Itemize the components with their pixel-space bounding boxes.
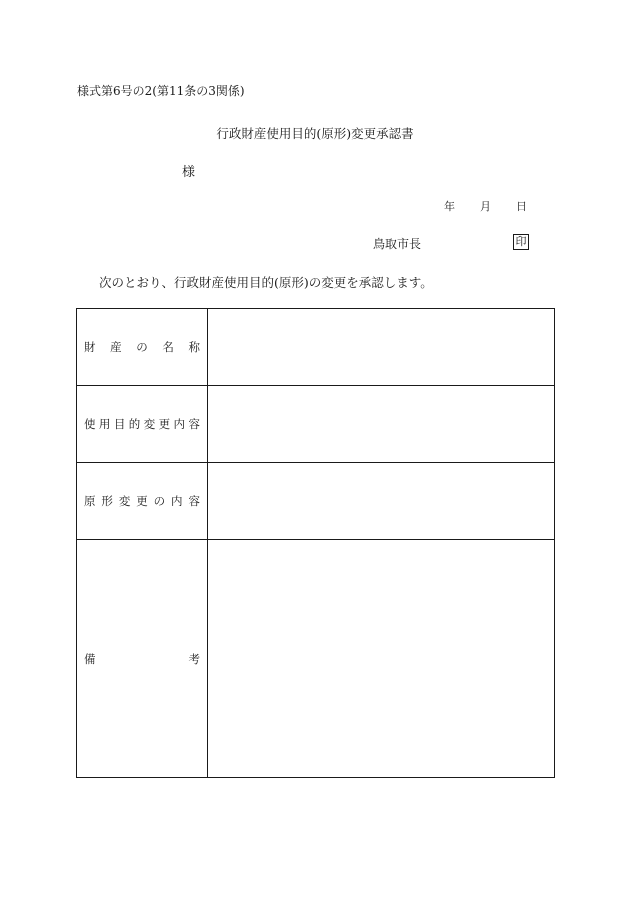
date-day-label: 日 [516, 200, 527, 213]
label-form-change [77, 463, 208, 540]
recipient-suffix: 様 [182, 165, 196, 180]
body-text: 次のとおり、行政財産使用目的(原形)の変更を承認します。 [99, 275, 433, 290]
label-chars: 原 形 変 更 の 内 容 [84, 494, 200, 508]
form-table [76, 308, 555, 778]
value-usage-change[interactable] [208, 386, 555, 463]
table-row-usage-change [77, 386, 555, 463]
value-form-change[interactable] [208, 463, 555, 540]
form-number: 様式第6号の2(第11条の3関係) [77, 84, 245, 98]
table-row-property-name [77, 309, 555, 386]
value-property-name[interactable] [208, 309, 555, 386]
date-month-label: 月 [480, 200, 491, 213]
table-row-remarks [77, 540, 555, 778]
table-row-form-change [77, 463, 555, 540]
label-usage-change [77, 386, 208, 463]
label-chars: 備 考 [84, 651, 200, 666]
value-remarks[interactable] [208, 540, 555, 778]
issuer-name: 鳥取市長 [373, 237, 422, 251]
label-property-name [77, 309, 208, 386]
label-chars: 財 産 の 名 称 [84, 340, 200, 354]
date-year-label: 年 [444, 200, 455, 213]
label-chars: 使 用 目 的 変 更 内 容 [84, 417, 200, 431]
seal-mark: 印 [513, 234, 529, 250]
document-title: 行政財産使用目的(原形)変更承認書 [216, 126, 414, 141]
label-remarks [77, 540, 208, 778]
